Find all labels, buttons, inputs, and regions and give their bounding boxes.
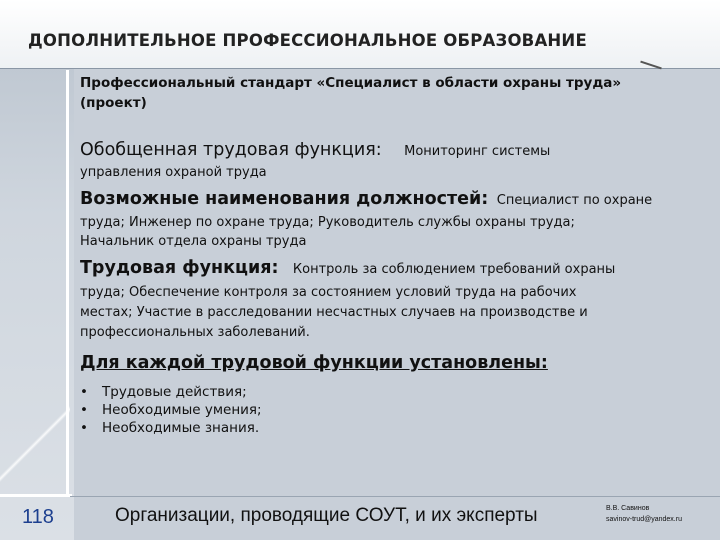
left-decor-diagonal — [0, 394, 70, 494]
list-item: • Необходимые умения; — [80, 402, 262, 418]
slide-header — [0, 0, 720, 69]
author-info — [606, 503, 682, 525]
labor-function-line — [80, 255, 710, 283]
bullet-icon: • — [80, 402, 88, 418]
standard-line-1: Профессиональный стандарт «Специалист в области охраны труда» — [80, 75, 622, 91]
list-item: • Необходимые знания. — [80, 420, 260, 436]
labor-function-line-3: местах; Участие в расследовании несчастных случаев на производстве и — [80, 305, 588, 320]
header-slash-decor — [640, 61, 662, 70]
author-name: В.В. Савинов — [606, 505, 650, 512]
left-decor-frame-vertical — [66, 70, 69, 495]
labor-function-value: Контроль за соблюдением требований охраны — [292, 262, 616, 277]
bullet-icon: • — [80, 384, 88, 400]
labor-function-line-2: труда; Обеспечение контроля за состоянием условий труда на рабочих — [80, 285, 577, 300]
labor-function-line-4: профессиональных заболеваний. — [80, 325, 310, 340]
slide-title: ДОПОЛНИТЕЛЬНОЕ ПРОФЕССИОНАЛЬНОЕ ОБРАЗОВАНИЕ — [28, 31, 587, 50]
standard-line-2: (проект) — [80, 95, 147, 111]
slide-content — [80, 70, 710, 437]
footer-title: Организации, проводящие СОУТ, и их эксперты — [115, 505, 538, 526]
labor-function-label: Трудовая функция: — [80, 258, 279, 278]
positions-line — [80, 187, 710, 213]
general-function-label: Обобщенная трудовая функция: — [80, 140, 382, 160]
list-item: • Трудовые действия; — [80, 384, 247, 400]
positions-value-line-2: труда; Инженер по охране труда; Руководитель службы охраны труда; — [80, 215, 575, 230]
general-function-value: Мониторинг системы — [404, 144, 551, 159]
bullet-icon: • — [80, 420, 88, 436]
each-function-heading: Для каждой трудовой функции установлены: — [80, 353, 548, 373]
left-decor-frame-horizontal — [0, 494, 72, 497]
positions-value-line-3: Начальник отдела охраны труда — [80, 234, 307, 249]
author-email: savinov-trud@yandex.ru — [606, 516, 682, 523]
footer-divider — [70, 496, 720, 497]
general-function-value-end: управления охраной труда — [80, 165, 267, 180]
bullet-list — [80, 383, 710, 437]
page-number: 118 — [22, 506, 54, 528]
positions-label: Возможные наименования должностей: — [80, 189, 489, 209]
general-function-line — [80, 139, 710, 163]
positions-value: Специалист по охране — [496, 193, 653, 208]
